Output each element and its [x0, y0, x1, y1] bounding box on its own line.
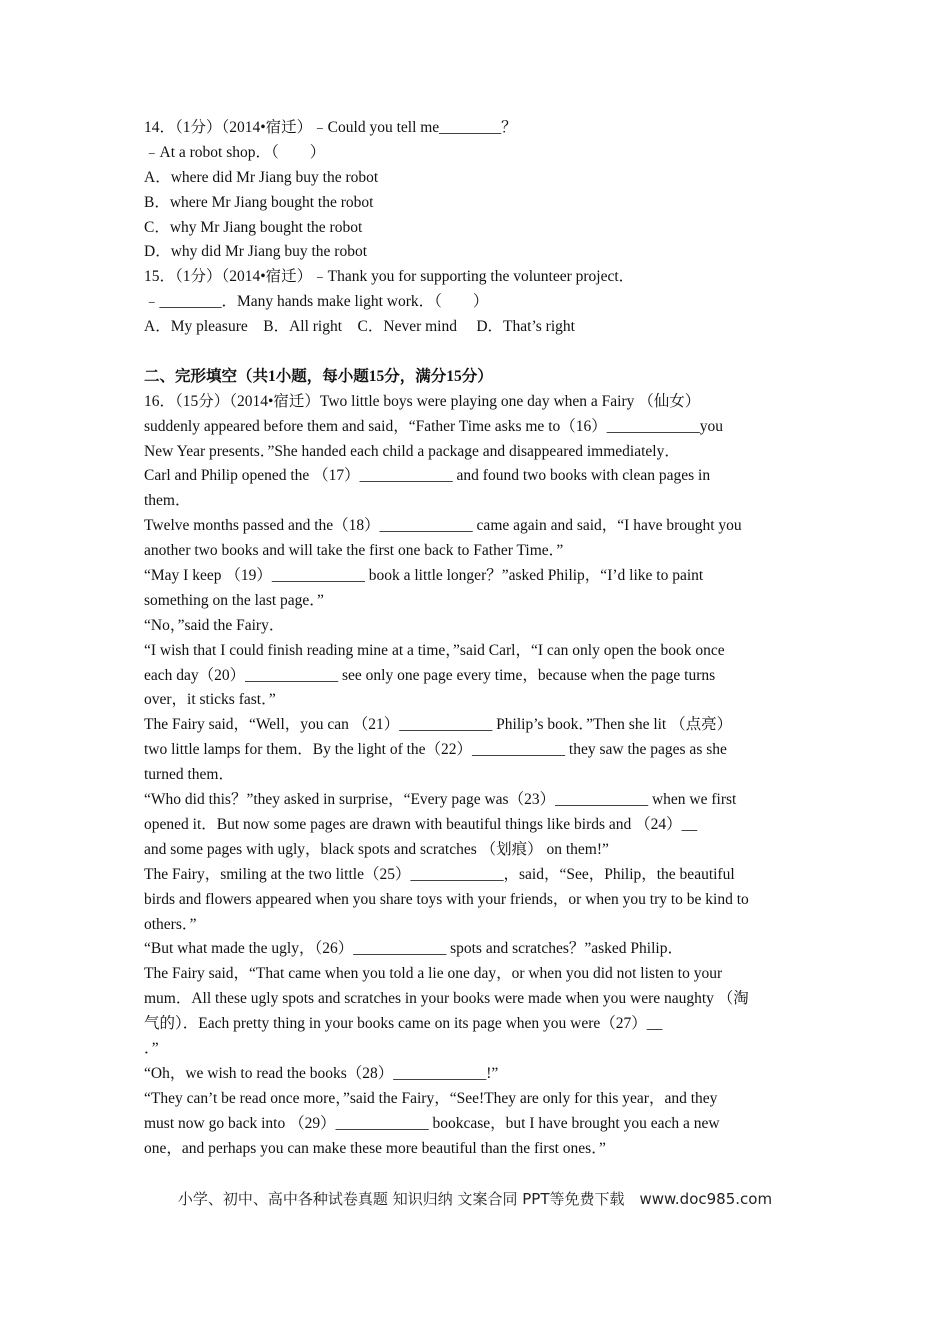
passage-line: two little lamps for them．By the light of the（22）____________ they saw the pages as she: [144, 741, 727, 759]
passage-line: “Oh，we wish to read the books（28）____________!”: [144, 1064, 499, 1082]
passage-line: “They can’t be read once more，”said the Fairy，“See!They are only for this year，and they: [144, 1089, 718, 1107]
document-body: [144, 116, 808, 1161]
passage-line: suddenly appeared before them and said，“Father Time asks me to（16）____________you: [144, 417, 723, 435]
q14-response: ﹣At a robot shop．（ ）: [144, 143, 326, 161]
passage-line: The Fairy said，“That came when you told a lie one day，or when you did not listen to your: [144, 965, 723, 983]
q14-option-b: B．where Mr Jiang bought the robot: [144, 193, 374, 211]
passage-line: over，it sticks fast．”: [144, 691, 276, 709]
q14-stem: 14．（1分）（2014•宿迁）﹣Could you tell me________？: [144, 119, 517, 136]
q14-option-a: A．where did Mr Jiang buy the robot: [144, 168, 379, 186]
passage-line: one，and perhaps you can make these more beautiful than the first ones．”: [144, 1139, 606, 1157]
q14-option-c: C．why Mr Jiang bought the robot: [144, 218, 363, 236]
q15-options: A．My pleasure B．All right C．Never mind D．That’s right: [144, 318, 575, 336]
passage-line: each day（20）____________ see only one page every time，because when the page turns: [144, 666, 716, 684]
passage-line: birds and flowers appeared when you share toys with your friends，or when you try to be kind to: [144, 890, 749, 908]
q15-stem: 15．（1分）（2014•宿迁）﹣Thank you for supporting the volunteer project．: [144, 268, 635, 286]
passage-line: 气的）．Each pretty thing in your books came on its page when you were（27）__: [144, 1015, 663, 1033]
passage-line: and some pages with ugly，black spots and scratches （划痕） on them!”: [144, 840, 609, 858]
passage-line: opened it．But now some pages are drawn with beautiful things like birds and （24）__: [144, 815, 698, 833]
passage-line: 16．（15分）（2014•宿迁）Two little boys were playing one day when a Fairy （仙女）: [144, 392, 701, 410]
passage-line: them．: [144, 492, 191, 510]
section-heading: 二、完形填空（共1小题，每小题15分，满分15分）: [144, 367, 493, 385]
q15-response: ﹣________．Many hands make light work．（ ）: [144, 293, 489, 311]
passage-line: “But what made the ugly，（26）____________ spots and scratches？”asked Philip．: [144, 940, 683, 958]
passage-line: Twelve months passed and the（18）____________ came again and said，“I have brought you: [144, 517, 742, 535]
passage-line: ．”: [144, 1039, 159, 1057]
footer-watermark: 小学、初中、高中各种试卷真题 知识归纳 文案合同 PPT等免费下载 www.doc985.com: [177, 1190, 773, 1208]
passage-line: The Fairy，smiling at the two little（25）____________，said，“See，Philip，the beautiful: [144, 865, 735, 883]
passage-line: others．”: [144, 915, 197, 933]
cloze-passage: [144, 390, 808, 1162]
passage-line: another two books and will take the first one back to Father Time．”: [144, 542, 564, 560]
passage-line: “May I keep （19）____________ book a little longer？”asked Philip，“I’d like to paint: [144, 567, 704, 585]
passage-line: Carl and Philip opened the （17）____________ and found two books with clean pages in: [144, 467, 711, 485]
passage-line: turned them．: [144, 766, 234, 784]
passage-line: mum．All these ugly spots and scratches in your books were made when you were naughty （淘: [144, 990, 749, 1008]
passage-line: “I wish that I could finish reading mine at a time，”said Carl，“I can only open the book once: [144, 641, 725, 659]
passage-line: “No，”said the Fairy．: [144, 616, 285, 634]
passage-line: must now go back into （29）____________ bookcase，but I have brought you each a new: [144, 1114, 720, 1132]
passage-line: something on the last page．”: [144, 591, 324, 609]
passage-line: The Fairy said，“Well，you can （21）____________ Philip’s book．”Then she lit （点亮）: [144, 716, 733, 734]
spacer: [144, 340, 808, 365]
q14-option-d: D．why did Mr Jiang buy the robot: [144, 243, 368, 261]
passage-line: “Who did this？”they asked in surprise，“Every page was（23）____________ when we first: [144, 791, 737, 809]
passage-line: New Year presents．”She handed each child a package and disappeared immediately．: [144, 442, 680, 460]
